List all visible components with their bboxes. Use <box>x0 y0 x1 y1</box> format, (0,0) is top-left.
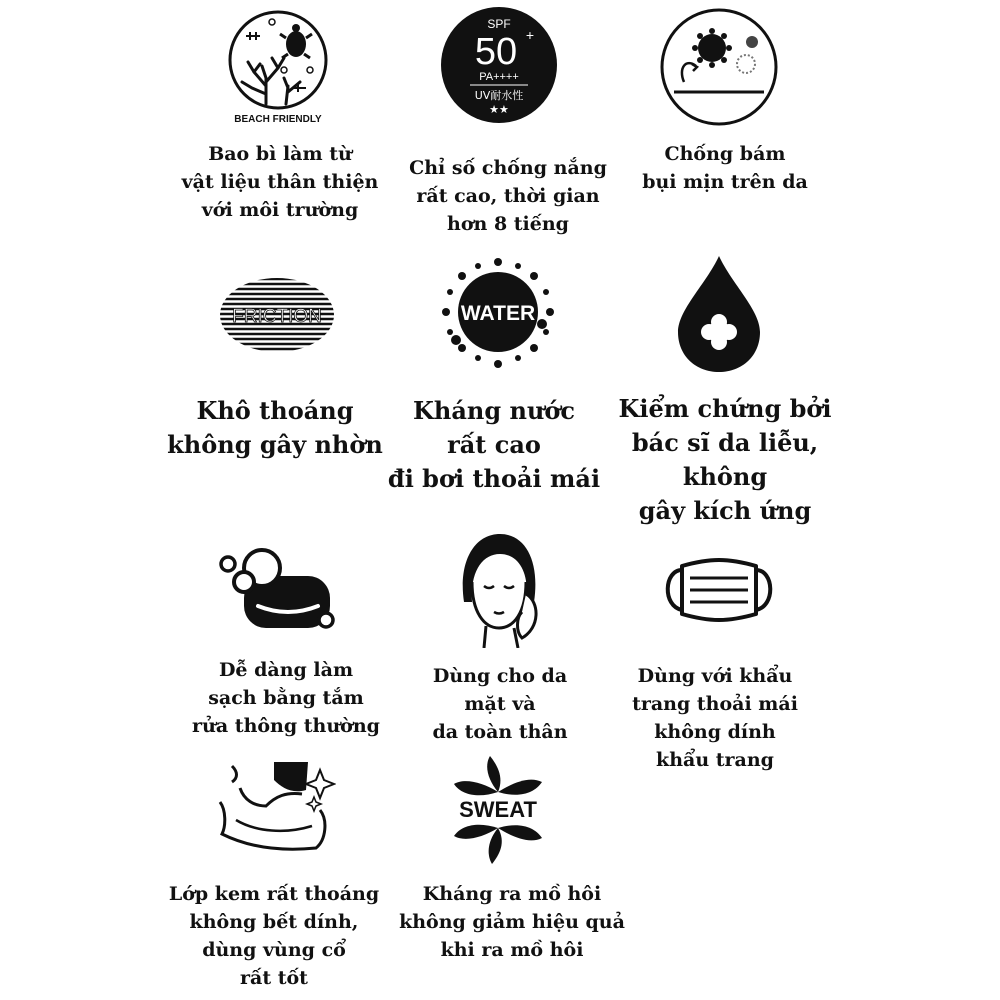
caption-line: với môi trường <box>201 199 359 221</box>
beach-friendly-label: BEACH FRIENDLY <box>234 114 322 125</box>
water-label: WATER <box>460 302 536 325</box>
caption-mask <box>595 662 835 774</box>
caption-line: da toàn thân <box>432 721 568 743</box>
caption-cleaning <box>166 656 406 740</box>
caption-line: rất cao <box>447 430 541 459</box>
sweat-icon <box>448 752 548 868</box>
soap-icon <box>218 548 338 632</box>
face-icon <box>456 532 542 648</box>
caption-line: bác sĩ da liễu, <box>631 428 819 457</box>
caption-packaging <box>160 140 400 224</box>
caption-line: Chống bám <box>664 143 786 165</box>
water-drop-icon <box>676 254 762 374</box>
caption-line: rửa thông thường <box>192 715 380 737</box>
caption-line: không dính <box>654 721 776 743</box>
caption-line: không <box>682 462 768 491</box>
caption-face-body <box>380 662 620 746</box>
caption-line: mặt và <box>464 693 536 715</box>
svg-text:UV耐水性: UV耐水性 <box>474 89 524 102</box>
caption-line: vật liệu thân thiện <box>181 171 379 193</box>
caption-line: Kháng nước <box>413 396 575 425</box>
caption-anti-dust <box>605 140 845 196</box>
caption-line: bụi mịn trên da <box>642 171 808 193</box>
caption-line: rất cao, thời gian <box>416 185 600 207</box>
caption-water <box>375 394 613 496</box>
svg-text:★★: ★★ <box>489 103 509 116</box>
caption-line: đi bơi thoải mái <box>387 464 601 493</box>
caption-sweat <box>392 880 632 964</box>
caption-line: trang thoải mái <box>632 693 798 715</box>
caption-line: sạch bằng tắm <box>208 687 364 709</box>
caption-line: Khô thoáng <box>196 396 354 425</box>
friction-icon <box>218 276 336 354</box>
sweat-label: SWEAT <box>459 797 537 822</box>
caption-dry <box>150 394 400 462</box>
caption-line: khi ra mồ hôi <box>440 939 584 961</box>
svg-text:50: 50 <box>474 31 518 73</box>
caption-neck <box>154 880 394 992</box>
beach-friendly-icon <box>226 8 330 128</box>
caption-dermatologist <box>600 392 850 528</box>
anti-dust-icon <box>660 8 778 126</box>
svg-text:PA++++: PA++++ <box>479 71 519 83</box>
caption-line: Lớp kem rất thoáng <box>168 883 380 905</box>
caption-line: rất tốt <box>240 967 308 989</box>
caption-line: Dễ dàng làm <box>218 659 354 681</box>
caption-line: Kiểm chứng bởi <box>618 394 832 423</box>
caption-line: dùng vùng cổ <box>202 939 346 961</box>
caption-spf <box>388 154 628 238</box>
caption-line: hơn 8 tiếng <box>447 213 569 235</box>
spf50-icon <box>440 6 558 124</box>
water-resistant-icon <box>438 254 558 372</box>
caption-line: không giảm hiệu quả <box>399 911 625 933</box>
neck-skin-icon <box>216 760 336 856</box>
caption-line: khẩu trang <box>656 749 774 771</box>
friction-label: FRICTION <box>232 306 322 327</box>
caption-line: Kháng ra mồ hôi <box>422 883 602 905</box>
caption-line: không bết dính, <box>189 911 359 933</box>
svg-text:SPF: SPF <box>487 17 511 31</box>
caption-line: không gây nhờn <box>167 430 383 459</box>
caption-line: Dùng cho da <box>432 665 568 687</box>
caption-line: Chỉ số chống nắng <box>409 157 607 179</box>
caption-line: Dùng với khẩu <box>637 665 793 687</box>
caption-line: gây kích ứng <box>638 496 812 525</box>
face-mask-icon <box>660 556 778 624</box>
caption-line: Bao bì làm từ <box>208 143 352 165</box>
svg-text:+: + <box>525 27 535 43</box>
